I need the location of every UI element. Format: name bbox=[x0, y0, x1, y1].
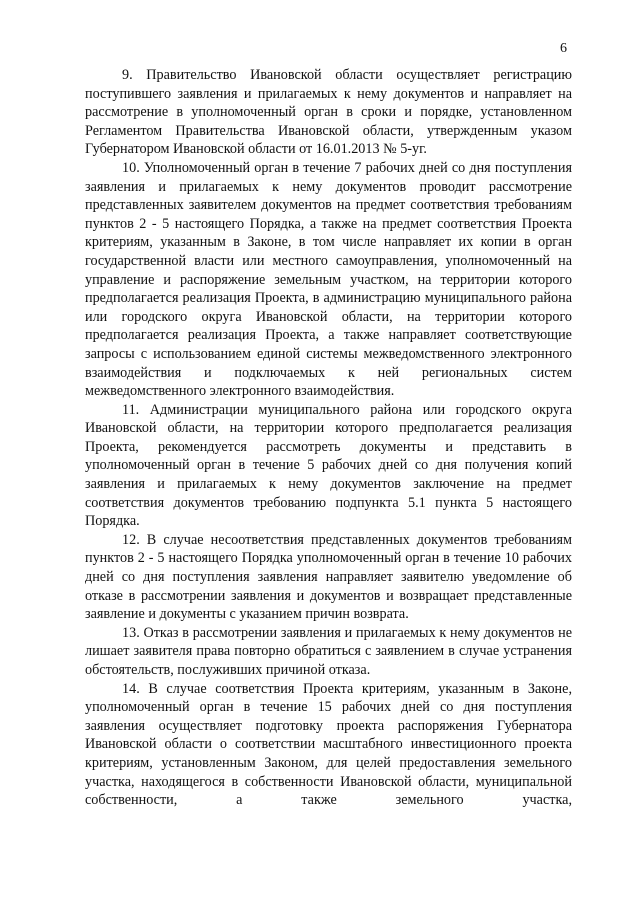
document-body bbox=[85, 66, 572, 810]
paragraph-12: 12. В случае несоответствия представленных документов требованиям пунктов 2 - 5 настоящего Порядка уполномоченный орган в течение 10 рабочих дней со дня поступления заявления направляет заявителю уведомление об отказе в рассмотрении заявления и документов и возвращает представленные заявление и документы с указанием причин возврата. bbox=[85, 531, 572, 623]
paragraph-11: 11. Администрации муниципального района или городского округа Ивановской области, на территории которого предполагается реализация Проекта, рекомендуется рассмотреть документы и представить в уполномоченный орган в течение 5 рабочих дней со дня получения копий заявления и прилагаемых к нему документов заключение на предмет соответствия документов требованию подпункта 5.1 пункта 5 настоящего Порядка. bbox=[85, 401, 572, 530]
paragraph-10: 10. Уполномоченный орган в течение 7 рабочих дней со дня поступления заявления и прилагаемых к нему документов проводит рассмотрение представленных заявителем документов на предмет соответствия требованиям пунктов 2 - 5 настоящего Порядка, а также на предмет соответствия Проекта критериям, указанным в Законе, в том числе направляет их копии в орган государственной власти или местного самоуправления, уполномоченный на управление и распоряжение земельным участком, на территории которого предполагается реализация Проекта, в администрацию муниципального района или городского округа Ивановской области, на территории которого предполагается реализация Проекта, а также направляет соответствующие запросы с использованием единой системы межведомственного электронного взаимодействия и подключаемых к ней региональных систем межведомственного электронного взаимодействия. bbox=[85, 159, 572, 400]
page-number: 6 bbox=[560, 41, 567, 56]
paragraph-14: 14. В случае соответствия Проекта критериям, указанным в Законе, уполномоченный орган в течение 15 рабочих дней со дня поступления заявления осуществляет подготовку проекта распоряжения Губернатора Ивановской области о соответствии масштабного инвестиционного проекта критериям, установленным Законом, для целей предоставления земельного участка, находящегося в собственности Ивановской области, муниципальной собственности, а также земельного участка, bbox=[85, 680, 572, 809]
paragraph-13: 13. Отказ в рассмотрении заявления и прилагаемых к нему документов не лишает заявителя права повторно обратиться с заявлением в случае устранения обстоятельств, послуживших причиной отказа. bbox=[85, 624, 572, 678]
paragraph-9: 9. Правительство Ивановской области осуществляет регистрацию поступившего заявления и прилагаемых к нему документов и направляет на рассмотрение в уполномоченный орган в сроки и порядке, установленном Регламентом Правительства Ивановской области, утвержденным указом Губернатором Ивановской области от 16.01.2013 № 5-уг. bbox=[85, 67, 572, 158]
